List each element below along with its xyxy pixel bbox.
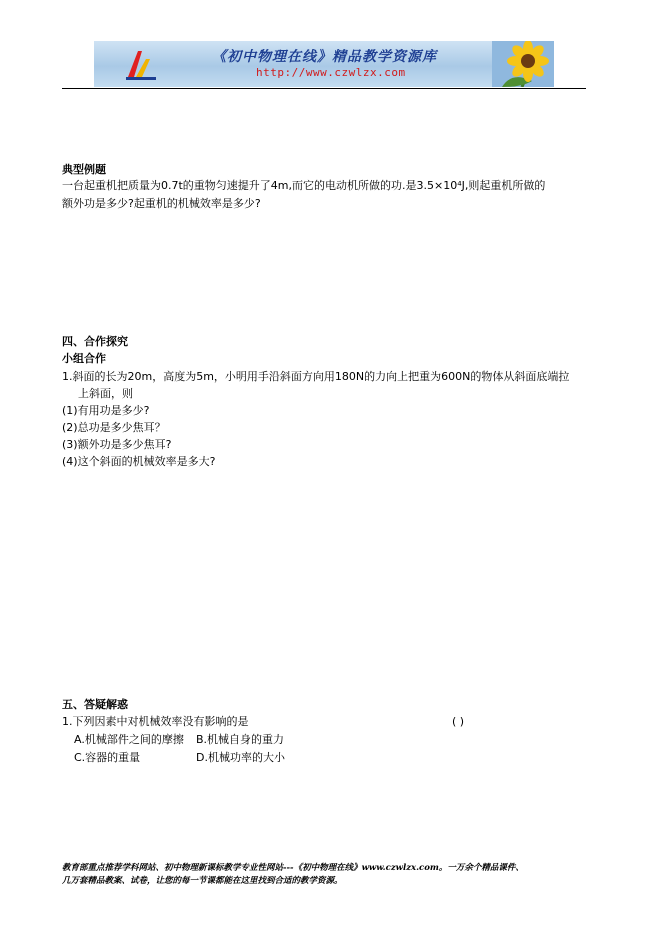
answer-bracket: ( ) [452, 715, 465, 728]
example-line-1: 一台起重机把质量为0.7t的重物匀速提升了4m,而它的电动机所做的功.是3.5×10⁴J,则起重机所做的 [62, 179, 546, 192]
mc-question-1: 1.下列因素中对机械效率没有影响的是 [62, 715, 249, 728]
example-line-2: 额外功是多少?起重机的机械效率是多少? [62, 197, 261, 210]
example-heading: 典型例题 [62, 163, 106, 176]
option-b: B.机械自身的重力 [196, 733, 285, 746]
sub-question-3: (3)额外功是多少焦耳? [62, 438, 172, 451]
banner-title: 《初中物理在线》精品教学资源库 [212, 49, 437, 65]
sub-question-2: (2)总功是多少焦耳？ [62, 421, 166, 434]
section4-subheading: 小组合作 [62, 352, 106, 365]
footer-line-2: 几万套精品教案、试卷，让您的每一节课都能在这里找到合适的教学资源。 [62, 876, 343, 886]
header-banner [94, 41, 554, 87]
section4-heading: 四、合作探究 [62, 335, 128, 348]
question-1-line-2: 上斜面，则 [78, 387, 133, 400]
footer-line-1: 教育部重点推荐学科网站、初中物理新课标教学专业性网站---《初中物理在线》www.czwlzx.com。一万余个精品课件、 [62, 863, 524, 873]
sub-question-4: (4)这个斜面的机械效率是多大? [62, 455, 216, 468]
header-rule [62, 88, 586, 89]
sub-question-1: (1)有用功是多少? [62, 404, 150, 417]
option-d: D.机械功率的大小 [196, 751, 285, 764]
site-logo-icon [124, 47, 158, 81]
question-1-line-1: 1.斜面的长为20m，高度为5m，小明用手沿斜面方向用180N的力向上把重为600N的物体从斜面底端拉 [62, 370, 570, 383]
option-a: A.机械部件之间的摩擦 [74, 733, 184, 746]
section5-heading: 五、答疑解惑 [62, 698, 128, 711]
banner-url: http://www.czwlzx.com [256, 66, 406, 79]
sunflower-icon [492, 41, 554, 87]
option-c: C.容器的重量 [74, 751, 141, 764]
footer [62, 862, 524, 888]
